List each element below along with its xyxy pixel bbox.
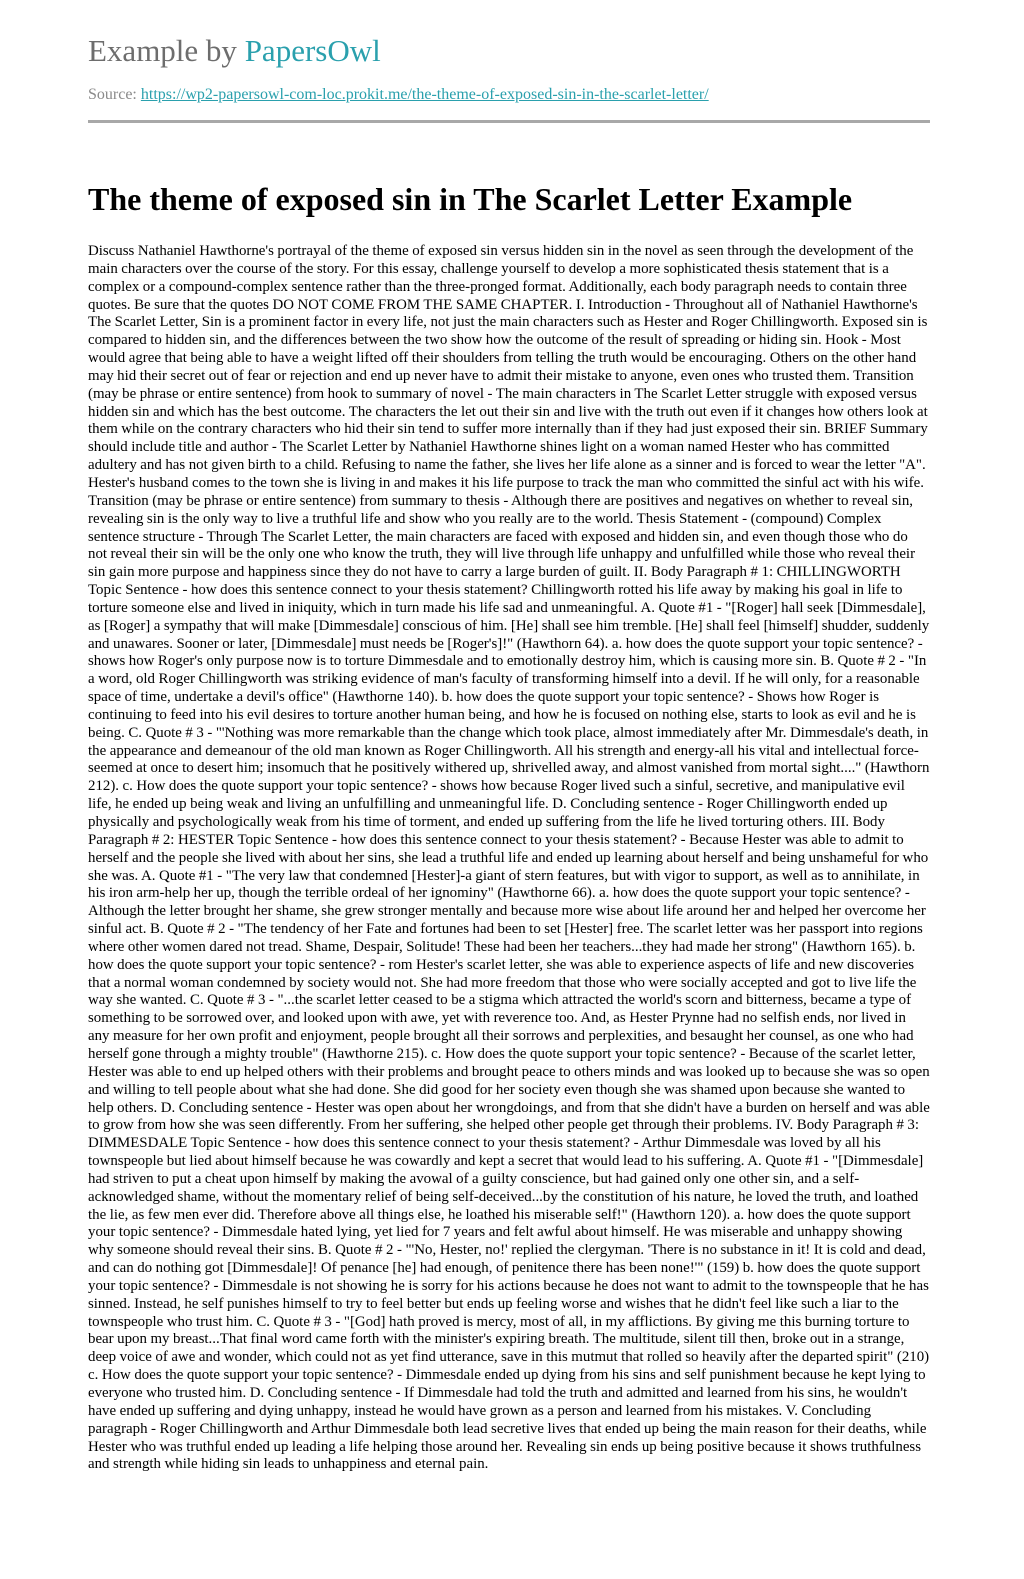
page-title: The theme of exposed sin in The Scarlet Letter Example <box>88 181 853 217</box>
brand-prefix: Example by <box>88 33 237 68</box>
page <box>88 0 930 1474</box>
source-label: Source: <box>88 86 137 103</box>
source-line <box>88 85 930 105</box>
brand-name-link[interactable]: PapersOwl <box>244 33 381 68</box>
article-body: Discuss Nathaniel Hawthorne's portrayal of the theme of exposed sin versus hidden sin in the novel as seen through the development of the main characters over the course of the story. For this essay, challenge yourself to develop a more sophisticated thesis statement that is a complex or a compound-complex sentence rather than the three-pronged format. Additionally, each body paragraph needs to contain three quotes. Be sure that the quotes DO NOT COME FROM THE SAME CHAPTER. I. Introduction - Throughout all of Nathaniel Hawthorne's The Scarlet Letter, Sin is a prominent factor in every life, not just the main characters such as Hester and Roger Chillingworth. Exposed sin is compared to hidden sin, and the differences between the two show how the outcome of the result of spreading or hiding sin. Hook - Most would agree that being able to have a weight lifted off their shoulders from telling the truth would be encouraging. Others on the other hand may hid their secret out of fear or rejection and end up never have to admit their mistake to anyone, even ones who trusted them. Transition (may be phrase or entire sentence) from hook to summary of novel - The main characters in The Scarlet Letter struggle with exposed versus hidden sin and which has the best outcome. The characters the let out their sin and live with the truth out even if it changes how others look at them while on the contrary characters who hid their sin tend to suffer more internally than if they had just exposed their sin. BRIEF Summary should include title and author - The Scarlet Letter by Nathaniel Hawthorne shines light on a woman named Hester who has committed adultery and has not given birth to a child. Refusing to name the father, she lives her life alone as a sinner and is forced to wear the letter "A". Hester's husband comes to the town she is living in and makes it his life purpose to track the man who committed the sinful act with his wife. Transition (may be phrase or entire sentence) from summary to thesis - Although there are positives and negatives on whether to reveal sin, revealing sin is the only way to live a truthful life and show who you really are to the world. Thesis Statement - (compound) Complex sentence structure - Through The Scarlet Letter, the main characters are faced with exposed and hidden sin, and even though those who do not reveal their sin will be the only one who know the truth, they will live through life unhappy and unfulfilled while those who reveal their sin gain more purpose and happiness since they do not have to carry a large burden of guilt. II. Body Paragraph # 1: CHILLINGWORTH Topic Sentence - how does this sentence connect to your thesis statement? Chillingworth rotted his life away by making his goal in life to torture someone else and lived in iniquity, which in turn made his life sad and unmeaningful. A. Quote #1 - "[Roger] hall seek [Dimmesdale], as [Roger] a sympathy that will make [Dimmesdale] conscious of him. [He] shall see him tremble. [He] shall feel [himself] shudder, suddenly and unawares. Sooner or later, [Dimmesdale] must needs be [Roger's]!" (Hawthorn 64). a. how does the quote support your topic sentence? - shows how Roger's only purpose now is to torture Dimmesdale and to emotionally destroy him, which is causing more sin. B. Quote # 2 - "In a word, old Roger Chillingworth was striking evidence of man's faculty of transforming himself into a devil. If he will only, for a reasonable space of time, undertake a devil's office" (Hawthorne 140). b. how does the quote support your topic sentence? - Shows how Roger is continuing to feed into his evil desires to torture another human being, and how he is focused on nothing else, starts to look as evil and he is being. C. Quote # 3 - "'Nothing was more remarkable than the change which took place, almost immediately after Mr. Dimmesdale's death, in the appearance and demeanour of the old man known as Roger Chillingworth. All his strength and energy-all his vital and intellectual force-seemed at once to desert him; insomuch that he positively withered up, shrivelled away, and almost vanished from mortal sight...." (Hawthorn 212). c. How does the quote support your topic sentence? - shows how because Roger lived such a sinful, secretive, and manipulative evil life, he ended up being weak and living an unfulfilling and unmeaningful life. D. Concluding sentence - Roger Chillingworth ended up physically and psychologically weak from his time of torment, and ended up suffering from the life he lived torturing others. III. Body Paragraph # 2: HESTER Topic Sentence - how does this sentence connect to your thesis statement? - Because Hester was able to admit to herself and the people she lived with about her sins, she lead a truthful life and ended up learning about herself and being unshameful for who she was. A. Quote #1 - "The very law that condemned [Hester]-a giant of stern features, but with vigor to support, as well as to annihilate, in his iron arm-help her up, though the terrible ordeal of her ignominy" (Hawthorne 66). a. how does the quote support your topic sentence? - Although the letter brought her shame, she grew stronger mentally and because more wise about life around her and helped her overcome her sinful act. B. Quote # 2 - "The tendency of her Fate and fortunes had been to set [Hester] free. The scarlet letter was her passport into regions where other women dared not tread. Shame, Despair, Solitude! These had been her teachers...they had made her strong" (Hawthorn 165). b. how does the quote support your topic sentence? - rom Hester's scarlet letter, she was able to experience aspects of life and new discoveries that a normal woman condemned by society would not. She had more freedom that those who were socially accepted and got to live life the way she wanted. C. Quote # 3 - "...the scarlet letter ceased to be a stigma which attracted the world's scorn and bitterness, became a type of something to be sorrowed over, and looked upon with awe, yet with reverence too. And, as Hester Prynne had no selfish ends, nor lived in any measure for her own profit and enjoyment, people brought all their sorrows and perplexities, and besaught her counsel, as one who had herself gone through a mighty trouble" (Hawthorne 215). c. How does the quote support your topic sentence? - Because of the scarlet letter, Hester was able to end up helped others with their problems and brought peace to others minds and was looked up to because she was so open and willing to tell people about what she had done. She did good for her society even though she was shamed upon because she wanted to help others. D. Concluding sentence - Hester was open about her wrongdoings, and from that she didn't have a burden on herself and was able to grow from how she was seen differently. From her suffering, she helped other people get through their problems. IV. Body Paragraph # 3: DIMMESDALE Topic Sentence - how does this sentence connect to your thesis statement? - Arthur Dimmesdale was loved by all his townspeople but lied about himself because he was cowardly and kept a secret that would lead to his suffering. A. Quote #1 - "[Dimmesdale] had striven to put a cheat upon himself by making the avowal of a guilty conscience, but had gained only one other sin, and a self-acknowledged shame, without the momentary relief of being self-deceived...by the constitution of his nature, he loved the truth, and loathed the lie, as few men ever did. Therefore above all things else, he loathed his miserable self!" (Hawthorn 120). a. how does the quote support your topic sentence? - Dimmesdale hated lying, yet lied for 7 years and felt awful about himself. He was miserable and unhappy showing why someone should reveal their sins. B. Quote # 2 - "'No, Hester, no!' replied the clergyman. 'There is no substance in it! It is cold and dead, and can do nothing got [Dimmesdale]! Of penance [he] had enough, of penitence there has been none!'" (159) b. how does the quote support your topic sentence? - Dimmesdale is not showing he is sorry for his actions because he does not want to admit to the townspeople that he has sinned. Instead, he self punishes himself to try to feel better but ends up feeling worse and wishes that he didn't feel like such a liar to the townspeople who trust him. C. Quote # 3 - "[God] hath proved is mercy, most of all, in my afflictions. By giving me this burning torture to bear upon my breast...That final word came forth with the minister's expiring breath. The multitude, silent till then, broke out in a strange, deep voice of awe and wonder, which could not as yet find utterance, save in this mutmut that rolled so heavily after the departed spirit" (210) c. How does the quote support your topic sentence? - Dimmesdale ended up dying from his sins and self punishment because he kept lying to everyone who trusted him. D. Concluding sentence - If Dimmesdale had told the truth and admitted and learned from his sins, he wouldn't have ended up suffering and dying unhappy, instead he would have grown as a person and learned from his mistakes. V. Concluding paragraph - Roger Chillingworth and Arthur Dimmesdale both lead secretive lives that ended up being the main reason for their deaths, while Hester who was truthful ended up leading a life helping those around her. Revealing sin ends up being positive because it shows truthfulness and strength while hiding sin leads to unhappiness and eternal pain. <box>88 243 930 1473</box>
brand-header <box>88 33 930 69</box>
header-divider <box>88 120 930 123</box>
source-link[interactable]: https://wp2-papersowl-com-loc.prokit.me/the-theme-of-exposed-sin-in-the-scarlet-letter/ <box>140 86 709 103</box>
